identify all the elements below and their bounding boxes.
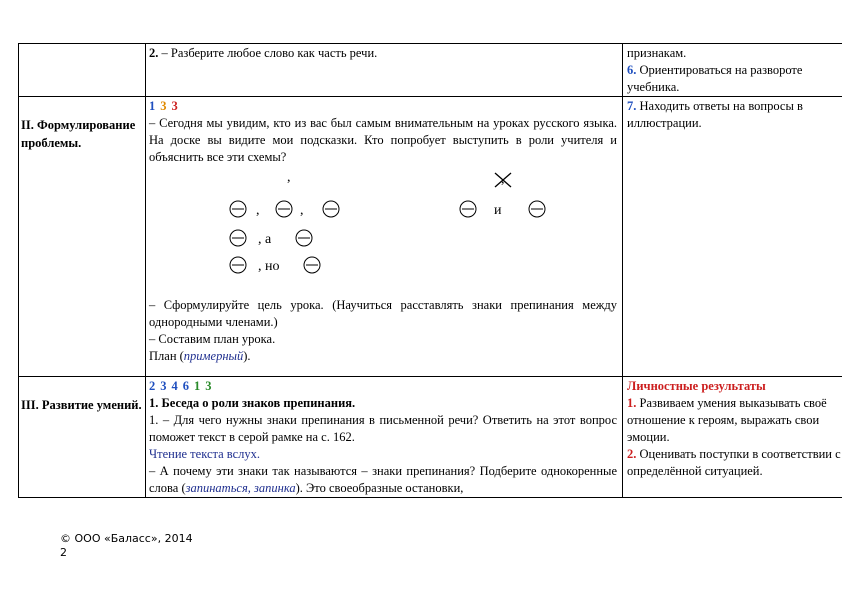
table-border-left [18, 43, 19, 497]
page-number: 2 [60, 546, 67, 559]
skill-num: 3 [171, 99, 178, 113]
skill-numbers [149, 378, 617, 395]
scheme-conj-no: , но [258, 259, 280, 274]
result-number: 6. [627, 63, 637, 77]
task-number: 2. [149, 46, 159, 60]
skill-num: 4 [171, 379, 178, 393]
scheme-conj-a: , а [258, 232, 272, 247]
plan-label [149, 348, 617, 365]
task-text: – Разберите любое слово как часть речи. [158, 46, 378, 60]
goal-paragraph: – Сформулируйте цель урока. (Научиться расставлять знаки препинания между однородными членами.) [149, 298, 617, 329]
result-number: 2. [627, 447, 637, 461]
question-1: 1. – Для чего нужны знаки препинания в письменной речи? Ответить на этот вопрос поможет текст в серой рамке на с. 162. [149, 413, 617, 444]
skill-num: 6 [182, 379, 189, 393]
skill-numbers [149, 98, 617, 115]
scheme-row-3 [230, 257, 320, 274]
copyright: © ООО «Баласс», 2014 [60, 532, 193, 545]
stage-title-2: II. Формулирование проблемы. [21, 118, 136, 150]
skill-num: 3 [160, 379, 167, 393]
crossed-comma-icon [495, 172, 511, 187]
row1-results-cell [627, 45, 837, 96]
row3-content-cell [149, 378, 617, 497]
intro-paragraph: – Сегодня мы увидим, кто из вас был самым внимательным на уроках русского языка. На доске вы видите мои подсказки. Кто попробует выступить в роли учителя и объяснить все эти схемы? [149, 116, 617, 164]
q2-start: – А почему эти знаки так называются – знаки препинания? Подберите однокоренные слова ( [149, 464, 617, 495]
results-title: Личностные результаты [627, 379, 766, 393]
row2-goal-block [149, 297, 617, 365]
result-text: Развиваем умения выказывать своё отношение к героям, выражать свои эмоции. [627, 396, 827, 444]
plan-prefix: План ( [149, 349, 184, 363]
row-divider-1 [18, 96, 842, 97]
scheme-row-2 [230, 230, 312, 247]
section-heading: 1. Беседа о роли знаков препинания. [149, 396, 356, 410]
plan-italic: примерный [183, 349, 244, 363]
result-number: 7. [627, 99, 637, 113]
scheme-comma: , [256, 203, 260, 218]
row1-task-cell [149, 45, 617, 62]
result-number: 1. [627, 396, 637, 410]
scheme-conj-i: и [494, 203, 502, 218]
q2-words: запинаться, запинка [185, 481, 296, 495]
scheme-and [460, 201, 545, 218]
column-divider-2 [622, 43, 623, 497]
skill-num: 3 [205, 379, 212, 393]
reading-instruction: Чтение текста вслух. [149, 447, 261, 461]
punctuation-schemes [149, 167, 617, 279]
column-divider-1 [145, 43, 146, 497]
plan-line: – Составим план урока. [149, 332, 276, 346]
row2-results-cell [627, 98, 837, 132]
table-border-bottom [18, 497, 842, 498]
skill-num: 3 [160, 99, 167, 113]
scheme-row-1 [230, 201, 339, 218]
stage-title-3: III. Развитие умений. [21, 398, 142, 412]
row2-content-cell [149, 98, 617, 166]
scheme-comma: , [300, 203, 304, 218]
results-line: признакам. [627, 46, 687, 60]
question-2 [149, 463, 617, 497]
table-border-top [18, 43, 842, 44]
skill-num: 1 [194, 379, 201, 393]
scheme-comma-top: , [287, 170, 291, 185]
result-text: Ориентироваться на развороте учебника. [627, 63, 803, 94]
plan-suffix: ). [243, 349, 251, 363]
row-divider-2 [18, 376, 842, 377]
result-text: Находить ответы на вопросы в иллюстрации. [627, 99, 803, 130]
q2-end: ). Это своеобразные остановки, [295, 481, 464, 495]
skill-num: 1 [149, 99, 156, 113]
row3-results-cell [627, 378, 842, 480]
skill-num: 2 [149, 379, 156, 393]
lesson-table [18, 43, 842, 497]
result-text: Оценивать поступки в соответствии с определённой ситуацией. [627, 447, 841, 478]
